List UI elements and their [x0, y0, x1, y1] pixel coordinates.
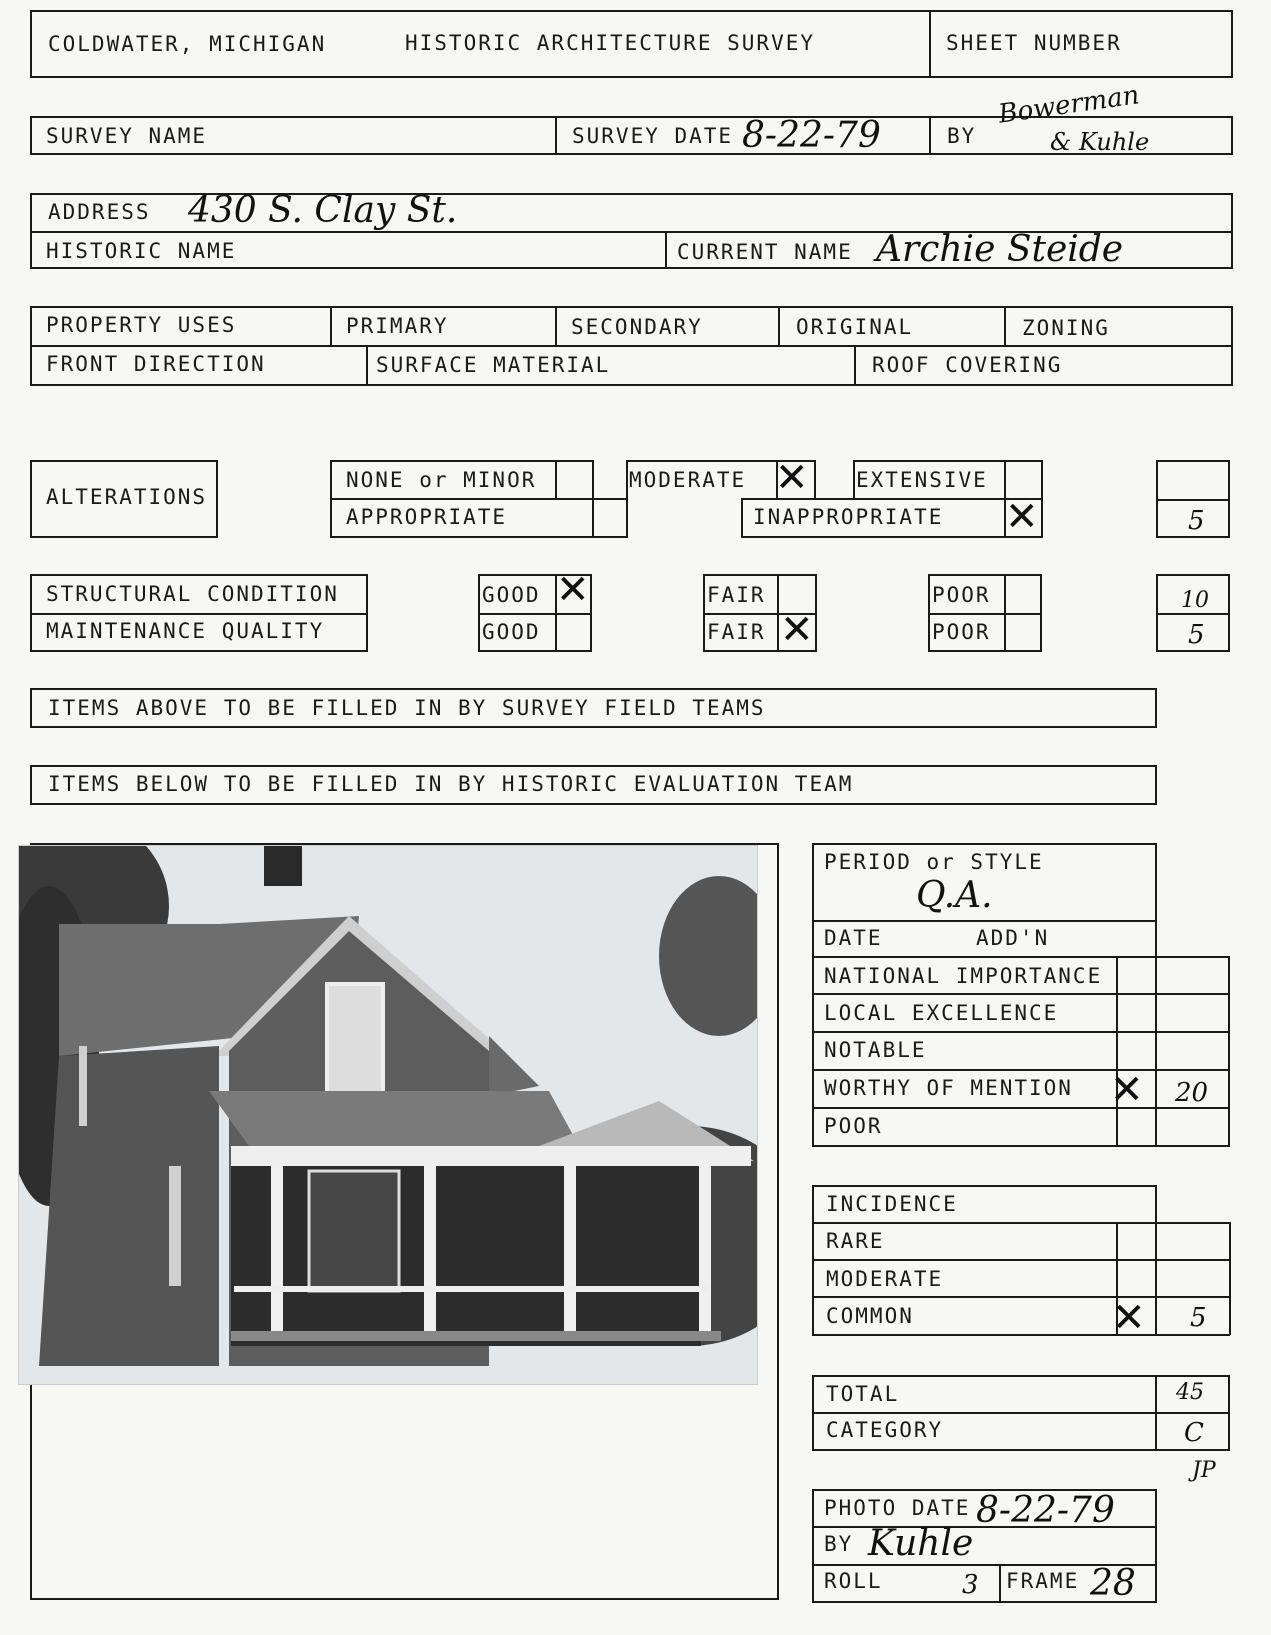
primary-label: PRIMARY: [346, 314, 449, 338]
survey-by-label: BY: [947, 124, 977, 148]
house-photo-illustration: [19, 846, 757, 1384]
incidence-score: 5: [1190, 1303, 1207, 1333]
incidence-moderate: MODERATE: [826, 1267, 944, 1291]
addn-label: ADD'N: [976, 926, 1050, 950]
survey-by-value-2: & Kuhle: [1050, 128, 1150, 156]
survey-name-label: SURVEY NAME: [46, 124, 208, 148]
alt-none-minor: NONE or MINOR: [346, 468, 537, 492]
reviewer-initials: JP: [1192, 1458, 1216, 1483]
frame-label: FRAME: [1006, 1569, 1080, 1593]
structural-score: 10: [1181, 588, 1209, 613]
survey-date-label: SURVEY DATE: [572, 124, 734, 148]
roof-covering-label: ROOF COVERING: [872, 353, 1063, 377]
category-label: CATEGORY: [826, 1418, 944, 1442]
worthy-of-mention: WORTHY OF MENTION: [824, 1076, 1073, 1100]
current-name-value: Archie Steide: [876, 229, 1124, 270]
maintenance-fair-x-mark-icon: ✕: [780, 607, 814, 653]
incidence-rare: RARE: [826, 1229, 885, 1253]
address-label: ADDRESS: [48, 200, 151, 224]
current-name-label: CURRENT NAME: [677, 240, 853, 264]
sheet-number-label: SHEET NUMBER: [946, 31, 1122, 55]
category-value: C: [1184, 1418, 1204, 1448]
maintenance-score: 5: [1188, 620, 1205, 650]
secondary-label: SECONDARY: [571, 315, 703, 339]
address-value: 430 S. Clay St.: [188, 190, 458, 231]
structural-poor: POOR: [932, 583, 991, 607]
note-below: ITEMS BELOW TO BE FILLED IN BY HISTORIC EVALUATION TEAM: [48, 772, 854, 796]
structural-good: GOOD: [482, 583, 541, 607]
frame-value: 28: [1090, 1563, 1136, 1604]
total-value: 45: [1176, 1380, 1204, 1405]
maintenance-poor: POOR: [932, 620, 991, 644]
local-excellence: LOCAL EXCELLENCE: [824, 1001, 1059, 1025]
period-label: PERIOD or STYLE: [824, 850, 1044, 874]
national-importance: NATIONAL IMPORTANCE: [824, 964, 1103, 988]
notable: NOTABLE: [824, 1038, 927, 1062]
alt-moderate: MODERATE: [629, 468, 747, 492]
front-direction-label: FRONT DIRECTION: [46, 352, 266, 376]
house-photo: [18, 845, 758, 1385]
alt-moderate-x-mark-icon: ✕: [775, 455, 809, 501]
incidence-common: COMMON: [826, 1304, 914, 1328]
note-above: ITEMS ABOVE TO BE FILLED IN BY SURVEY FIELD TEAMS: [48, 696, 766, 720]
evaluation-score: 20: [1175, 1078, 1209, 1108]
alt-inappropriate: INAPPROPRIATE: [753, 505, 944, 529]
common-x-mark-icon: ✕: [1112, 1295, 1146, 1341]
maintenance-good: GOOD: [482, 620, 541, 644]
photo-date-value: 8-22-79: [976, 1490, 1115, 1531]
maintenance-quality-label: MAINTENANCE QUALITY: [46, 619, 325, 643]
date-label: DATE: [824, 926, 883, 950]
surface-material-label: SURFACE MATERIAL: [376, 353, 611, 377]
alt-appropriate: APPROPRIATE: [346, 505, 508, 529]
structural-condition-label: STRUCTURAL CONDITION: [46, 582, 339, 606]
alterations-score: 5: [1188, 506, 1205, 536]
maintenance-fair: FAIR: [707, 620, 766, 644]
photo-date-label: PHOTO DATE: [824, 1496, 971, 1520]
alt-inappropriate-x-mark-icon: ✕: [1005, 494, 1039, 540]
structural-good-x-mark-icon: ✕: [556, 567, 590, 613]
incidence-label: INCIDENCE: [826, 1192, 958, 1216]
roll-label: ROLL: [824, 1569, 883, 1593]
property-uses-label: PROPERTY USES: [46, 313, 237, 337]
historic-name-label: HISTORIC NAME: [46, 239, 237, 263]
survey-date-value: 8-22-79: [742, 115, 881, 156]
original-label: ORIGINAL: [796, 315, 914, 339]
photo-by-label: BY: [824, 1532, 854, 1556]
evaluation-poor: POOR: [824, 1114, 883, 1138]
alterations-label: ALTERATIONS: [46, 485, 208, 509]
zoning-label: ZONING: [1022, 316, 1110, 340]
survey-by-value-1: Bowerman: [996, 80, 1142, 130]
roll-value: 3: [962, 1570, 979, 1600]
period-value: Q.A.: [916, 875, 993, 916]
header-survey-title: HISTORIC ARCHITECTURE SURVEY: [405, 31, 816, 55]
photo-by-value: Kuhle: [868, 1523, 974, 1564]
alt-extensive: EXTENSIVE: [856, 468, 988, 492]
worthy-x-mark-icon: ✕: [1110, 1067, 1144, 1113]
structural-fair: FAIR: [707, 583, 766, 607]
header-city: COLDWATER, MICHIGAN: [48, 32, 327, 56]
total-label: TOTAL: [826, 1382, 900, 1406]
